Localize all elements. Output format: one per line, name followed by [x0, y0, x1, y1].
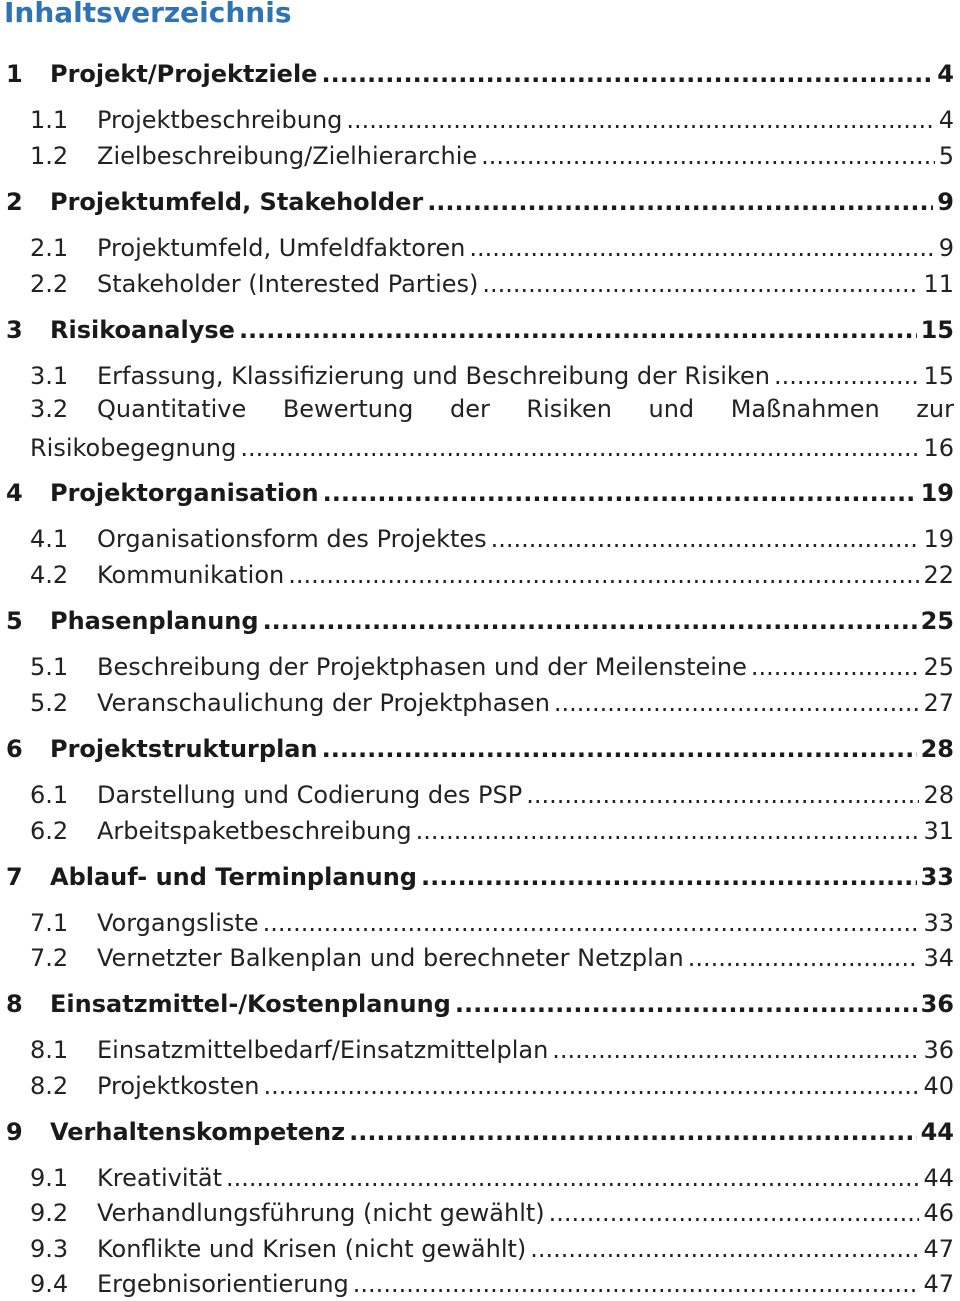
toc-entry-text-wrap	[50, 60, 954, 88]
toc-entry-title: Arbeitspaketbeschreibung	[97, 817, 412, 845]
toc-entry-text-wrap	[97, 909, 954, 937]
toc-entry-page: 9	[938, 234, 954, 262]
toc-entry-number: 9.2	[30, 1199, 69, 1227]
toc-entry-text-wrap	[97, 106, 954, 134]
toc-entry-text-wrap	[97, 689, 954, 717]
toc-entry-title: Ergebnisorientierung	[97, 1270, 349, 1298]
toc-leader-dots	[226, 1164, 919, 1192]
toc-section-entry[interactable]	[0, 778, 960, 812]
toc-entry-number: 9.4	[30, 1270, 69, 1298]
toc-leader-dots	[526, 781, 919, 809]
toc-entry-title: Vorgangsliste	[97, 909, 259, 937]
toc-section-entry[interactable]	[0, 814, 960, 848]
toc-leader-dots	[554, 689, 920, 717]
toc-entry-page: 15	[923, 362, 954, 390]
toc-entry-title: Verhaltenskompetenz	[50, 1118, 346, 1146]
toc-entry-text-wrap	[50, 735, 954, 763]
toc-leader-dots	[774, 362, 920, 390]
toc-entry-number: 5	[6, 607, 23, 635]
toc-entry-page: 25	[920, 607, 954, 635]
page-title: Inhaltsverzeichnis	[4, 0, 292, 29]
toc-entry-text-wrap	[97, 1036, 954, 1064]
toc-entry-text-wrap	[50, 1118, 954, 1146]
toc-leader-dots	[349, 1118, 917, 1146]
toc-entry-word: und	[648, 395, 695, 423]
toc-leader-dots	[416, 817, 920, 845]
toc-leader-dots	[530, 1235, 919, 1263]
toc-chapter-entry[interactable]	[0, 476, 960, 510]
toc-entry-page: 31	[923, 817, 954, 845]
toc-section-entry[interactable]	[0, 906, 960, 940]
toc-entry-text-wrap	[97, 1072, 954, 1100]
toc-entry-number: 8.1	[30, 1036, 69, 1064]
toc-entry-number: 1.1	[30, 106, 69, 134]
toc-entry-text-wrap	[97, 1199, 954, 1227]
toc-entry-title: Kreativität	[97, 1164, 223, 1192]
toc-leader-dots	[322, 735, 917, 763]
toc-entry-number: 7.2	[30, 944, 69, 972]
toc-entry-title: Darstellung und Codierung des PSP	[97, 781, 523, 809]
toc-entry-title: Erfassung, Klassifizierung und Beschreibung der Risiken	[97, 362, 770, 390]
toc-section-entry[interactable]	[0, 941, 960, 975]
toc-entry-line1[interactable]	[0, 395, 960, 429]
toc-entry-page: 44	[923, 1164, 954, 1192]
toc-entry-page: 33	[923, 909, 954, 937]
toc-entry-page: 34	[923, 944, 954, 972]
toc-entry-number: 2	[6, 188, 23, 216]
toc-entry-page: 47	[923, 1235, 954, 1263]
toc-entry-page: 44	[920, 1118, 954, 1146]
toc-section-entry[interactable]	[0, 1069, 960, 1103]
toc-entry-page: 28	[920, 735, 954, 763]
toc-entry-page: 40	[923, 1072, 954, 1100]
toc-entry-title: Verhandlungsführung (nicht gewählt)	[97, 1199, 545, 1227]
toc-entry-text-wrap	[97, 270, 954, 298]
toc-entry-text-wrap	[97, 653, 954, 681]
toc-entry-word: Bewertung	[282, 395, 414, 423]
toc-entry-text-wrap	[97, 781, 954, 809]
toc-entry-page: 16	[923, 434, 954, 462]
toc-entry-number: 9.1	[30, 1164, 69, 1192]
toc-entry-text-wrap	[50, 990, 954, 1018]
toc-entry-title: Projektbeschreibung	[97, 106, 343, 134]
toc-leader-dots	[240, 434, 919, 462]
toc-entry-title: Einsatzmittelbedarf/Einsatzmittelplan	[97, 1036, 549, 1064]
toc-entry-page: 46	[923, 1199, 954, 1227]
toc-entry-title-line1	[97, 395, 954, 423]
toc-entry-title: Ablauf- und Terminplanung	[50, 863, 417, 891]
toc-section-entry[interactable]	[0, 1033, 960, 1067]
toc-leader-dots	[549, 1199, 920, 1227]
toc-entry-title: Projekt/Projektziele	[50, 60, 318, 88]
toc-entry-page: 5	[938, 142, 954, 170]
toc-entry-number: 1	[6, 60, 23, 88]
toc-entry-text-wrap	[97, 1270, 954, 1298]
toc-section-entry[interactable]	[0, 1267, 960, 1301]
toc-entry-number: 4	[6, 479, 23, 507]
toc-entry-title: Einsatzmittel-/Kostenplanung	[50, 990, 451, 1018]
toc-entry-title: Projektumfeld, Umfeldfaktoren	[97, 234, 466, 262]
toc-chapter-entry[interactable]	[0, 604, 960, 638]
toc-entry-title: Projektstrukturplan	[50, 735, 318, 763]
toc-leader-dots	[427, 188, 933, 216]
toc-entry-text-wrap	[50, 316, 954, 344]
toc-leader-dots	[263, 607, 917, 635]
toc-entry-number: 3.1	[30, 362, 69, 390]
toc-section-entry[interactable]	[0, 267, 960, 301]
toc-entry-number: 4.1	[30, 525, 69, 553]
toc-entry-text-wrap	[97, 234, 954, 262]
toc-entry-title: Phasenplanung	[50, 607, 259, 635]
toc-entry-number: 8.2	[30, 1072, 69, 1100]
toc-entry-title: Projektorganisation	[50, 479, 319, 507]
toc-chapter-entry[interactable]	[0, 57, 960, 91]
toc-entry-line2[interactable]	[0, 431, 960, 465]
toc-entry-text-wrap	[97, 362, 954, 390]
toc-entry-text-wrap	[50, 479, 954, 507]
toc-entry-number: 7	[6, 863, 23, 891]
toc-section-entry[interactable]	[0, 558, 960, 592]
toc-section-entry[interactable]	[0, 139, 960, 173]
toc-leader-dots	[421, 863, 917, 891]
toc-leader-dots	[239, 316, 917, 344]
toc-entry-word: Quantitative	[97, 395, 247, 423]
toc-entry-title: Zielbeschreibung/Zielhierarchie	[97, 142, 478, 170]
toc-chapter-entry[interactable]	[0, 313, 960, 347]
toc-entry-title: Organisationsform des Projektes	[97, 525, 487, 553]
toc-entry-page: 9	[937, 188, 954, 216]
toc-leader-dots	[346, 106, 934, 134]
toc-entry-title: Projektkosten	[97, 1072, 260, 1100]
toc-entry-text-wrap	[97, 817, 954, 845]
toc-section-entry[interactable]	[0, 1161, 960, 1195]
toc-entry-page: 33	[920, 863, 954, 891]
toc-leader-dots	[688, 944, 920, 972]
toc-section-entry[interactable]	[0, 522, 960, 556]
toc-entry-word: Risiken	[526, 395, 612, 423]
toc-entry-text-wrap	[97, 525, 954, 553]
toc-leader-dots	[491, 525, 920, 553]
toc-entry-number: 7.1	[30, 909, 69, 937]
toc-entry-number: 3	[6, 316, 23, 344]
toc-leader-dots	[353, 1270, 920, 1298]
toc-entry-number: 1.2	[30, 142, 69, 170]
toc-leader-dots	[481, 142, 935, 170]
toc-entry-title: Veranschaulichung der Projektphasen	[97, 689, 550, 717]
toc-leader-dots	[323, 479, 917, 507]
toc-entry-text-wrap	[30, 434, 954, 462]
toc-entry-word: Maßnahmen	[730, 395, 880, 423]
toc-entry-page: 25	[923, 653, 954, 681]
toc-entry-page: 15	[920, 316, 954, 344]
toc-entry-number: 9.3	[30, 1235, 69, 1263]
toc-leader-dots	[263, 1072, 919, 1100]
toc-entry-text-wrap	[50, 607, 954, 635]
toc-entry-title-line2: Risikobegegnung	[30, 434, 237, 462]
toc-entry-text-wrap	[97, 561, 954, 589]
toc-entry-text-wrap	[97, 1235, 954, 1263]
toc-entry-number: 6.1	[30, 781, 69, 809]
toc-leader-dots	[469, 234, 934, 262]
toc-entry-page: 22	[923, 561, 954, 589]
toc-chapter-entry[interactable]	[0, 987, 960, 1021]
toc-entry-title: Vernetzter Balkenplan und berechneter Netzplan	[97, 944, 684, 972]
toc-entry-number: 2.2	[30, 270, 69, 298]
toc-section-entry[interactable]	[0, 359, 960, 393]
toc-entry-number: 6	[6, 735, 23, 763]
toc-entry-page: 19	[920, 479, 954, 507]
toc-leader-dots	[263, 909, 920, 937]
toc-section-entry[interactable]	[0, 686, 960, 720]
toc-section-entry[interactable]	[0, 650, 960, 684]
toc-entry-number: 5.1	[30, 653, 69, 681]
toc-section-entry[interactable]	[0, 1196, 960, 1230]
toc-entry-text-wrap	[97, 142, 954, 170]
toc-leader-dots	[482, 270, 919, 298]
toc-entry-word: zur	[916, 395, 954, 423]
toc-entry-title: Projektumfeld, Stakeholder	[50, 188, 424, 216]
toc-entry-page: 36	[920, 990, 954, 1018]
toc-section-entry[interactable]	[0, 103, 960, 137]
toc-entry-title: Stakeholder (Interested Parties)	[97, 270, 479, 298]
toc-entry-title: Beschreibung der Projektphasen und der Meilensteine	[97, 653, 747, 681]
toc-leader-dots	[552, 1036, 919, 1064]
toc-entry-page: 4	[937, 60, 954, 88]
toc-entry-page: 28	[923, 781, 954, 809]
toc-chapter-entry[interactable]	[0, 732, 960, 766]
toc-entry-page: 11	[923, 270, 954, 298]
toc-leader-dots	[321, 60, 933, 88]
toc-entry-page: 27	[923, 689, 954, 717]
toc-section-entry[interactable]	[0, 231, 960, 265]
toc-entry-text-wrap	[50, 188, 954, 216]
toc-entry-word: der	[449, 395, 490, 423]
toc-chapter-entry[interactable]	[0, 860, 960, 894]
toc-entry-number: 5.2	[30, 689, 69, 717]
toc-entry-number: 8	[6, 990, 23, 1018]
toc-chapter-entry[interactable]	[0, 1115, 960, 1149]
toc-entry-text-wrap	[50, 863, 954, 891]
toc-entry-page: 47	[923, 1270, 954, 1298]
toc-entry-page: 4	[938, 106, 954, 134]
toc-entry-title: Risikoanalyse	[50, 316, 235, 344]
toc-leader-dots	[455, 990, 917, 1018]
toc-leader-dots	[751, 653, 920, 681]
toc-entry-number: 2.1	[30, 234, 69, 262]
toc-entry-text-wrap	[97, 944, 954, 972]
toc-chapter-entry[interactable]	[0, 185, 960, 219]
toc-entry-number: 3.2	[30, 395, 69, 423]
toc-section-entry[interactable]	[0, 1232, 960, 1266]
toc-leader-dots	[288, 561, 919, 589]
toc-entry-text-wrap	[97, 1164, 954, 1192]
toc-entry-page: 36	[923, 1036, 954, 1064]
toc-entry-number: 9	[6, 1118, 23, 1146]
toc-entry-title: Konflikte und Krisen (nicht gewählt)	[97, 1235, 527, 1263]
toc-entry-page: 19	[923, 525, 954, 553]
toc-entry-title: Kommunikation	[97, 561, 285, 589]
toc-entry-number: 4.2	[30, 561, 69, 589]
toc-entry-number: 6.2	[30, 817, 69, 845]
